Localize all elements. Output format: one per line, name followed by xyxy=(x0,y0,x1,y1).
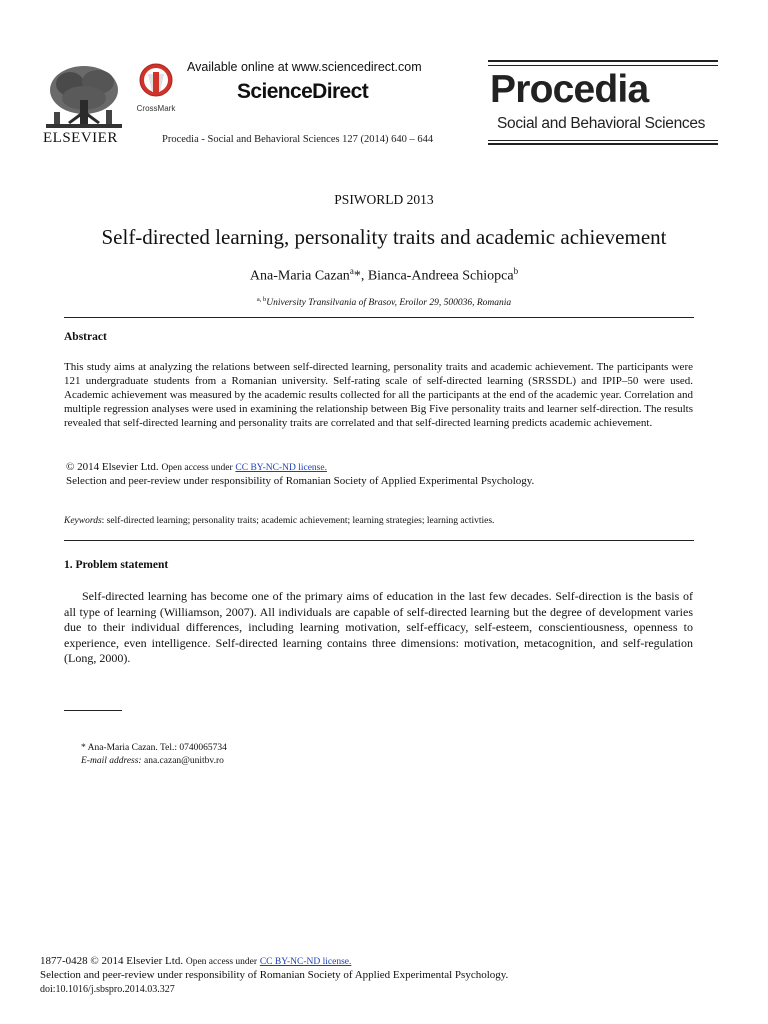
open-access-text: Open access under xyxy=(161,463,233,473)
procedia-rule xyxy=(488,140,718,141)
copyright-text: © 2014 Elsevier Ltd. xyxy=(66,461,159,473)
footnote-contact: * Ana-Maria Cazan. Tel.: 0740065734 xyxy=(81,743,227,753)
author-list xyxy=(0,266,768,285)
footer-peer-review: Selection and peer-review under responsibility of Romanian Society of Applied Experimental Psychology. xyxy=(40,969,509,981)
procedia-rule xyxy=(488,65,718,66)
email-label: E-mail address: xyxy=(81,756,142,766)
procedia-rule xyxy=(488,143,718,145)
divider xyxy=(64,540,694,541)
footnote-rule xyxy=(64,710,122,711)
journal-citation: Procedia - Social and Behavioral Sciences 127 (2014) 640 – 644 xyxy=(162,134,434,145)
peer-review-note: Selection and peer-review under responsibility of Romanian Society of Applied Experimental Psychology. xyxy=(66,475,535,487)
affiliation-text: University Transilvania of Brasov, Eroilor 29, 500036, Romania xyxy=(266,298,512,309)
license-link[interactable]: CC BY-NC-ND license. xyxy=(235,463,327,473)
abstract-heading: Abstract xyxy=(64,331,107,343)
conference-name: PSIWORLD 2013 xyxy=(334,192,434,207)
procedia-subtitle: Social and Behavioral Sciences xyxy=(497,115,706,132)
divider xyxy=(64,317,694,318)
doi: doi:10.1016/j.sbspro.2014.03.327 xyxy=(40,984,175,995)
license-link[interactable]: CC BY-NC-ND license. xyxy=(259,957,352,967)
open-access-text: Open access under xyxy=(185,957,258,967)
paper-title: Self-directed learning, personality traits and academic achievement xyxy=(101,225,667,249)
keywords-label: Keywords xyxy=(64,516,102,526)
keywords-text: : self-directed learning; personality traits; academic achievement; learning strategies; learning activties. xyxy=(101,516,495,526)
available-online: Available online at www.sciencedirect.com xyxy=(187,60,422,74)
affiliation-superscript: a, b xyxy=(256,296,267,303)
crossmark-label: CrossMark xyxy=(136,104,176,113)
corresponding-mark: *, xyxy=(353,268,368,284)
author-name: Ana-Maria Cazan xyxy=(249,268,350,284)
email-address: ana.cazan@unitbv.ro xyxy=(141,756,224,766)
crossmark-badge[interactable] xyxy=(134,62,178,113)
abstract-text: This study aims at analyzing the relations between self-directed learning, personality traits and academic achievement. The participants were 121 undergraduate students from a Romanian university. Self-rating scale of self-directed learning (SRSSDL) and IPIP–50 were used. Academic achievement was measured by the academic results collected for all the participants at the end of the academic year. Correlation and multiple regression analyses were used in examining the relationship between Big Five personality traits and learner self-direction. The results revealed that self-directed learning and personality traits are correlated and that self-directed learning predicts academic achievement. xyxy=(64,361,693,429)
footer-copyright xyxy=(40,955,351,967)
keywords xyxy=(64,516,494,526)
author-superscript: b xyxy=(513,266,519,276)
procedia-rule xyxy=(488,60,718,62)
section-paragraph: Self-directed learning has become one of the primary aims of education in the last few decades. Self-direction is the basis of all type of learning (Williamson, 2007). All individuals are capable of self-directed learning but the degree of development varies due to their individual differences, including learning motivation, self-efficacy, self-esteem, conscientiousness, openness to experience, even intelligence. Self-directed learning contains three dimensions: motivation, metacognition, and self-regulation (Long, 2000). xyxy=(64,589,693,666)
sciencedirect-logo: ScienceDirect xyxy=(237,80,369,103)
footnote-email xyxy=(81,756,224,766)
affiliation xyxy=(0,296,768,308)
author-name: Bianca-Andreea Schiopca xyxy=(367,268,514,284)
crossmark-icon xyxy=(138,62,174,98)
issn-copyright: 1877-0428 © 2014 Elsevier Ltd. xyxy=(40,955,184,967)
section-heading: 1. Problem statement xyxy=(64,559,169,571)
procedia-logo: Procedia xyxy=(490,68,649,111)
copyright-line xyxy=(66,461,327,473)
author-superscript: a xyxy=(349,266,354,276)
publisher-name: ELSEVIER xyxy=(43,130,118,146)
